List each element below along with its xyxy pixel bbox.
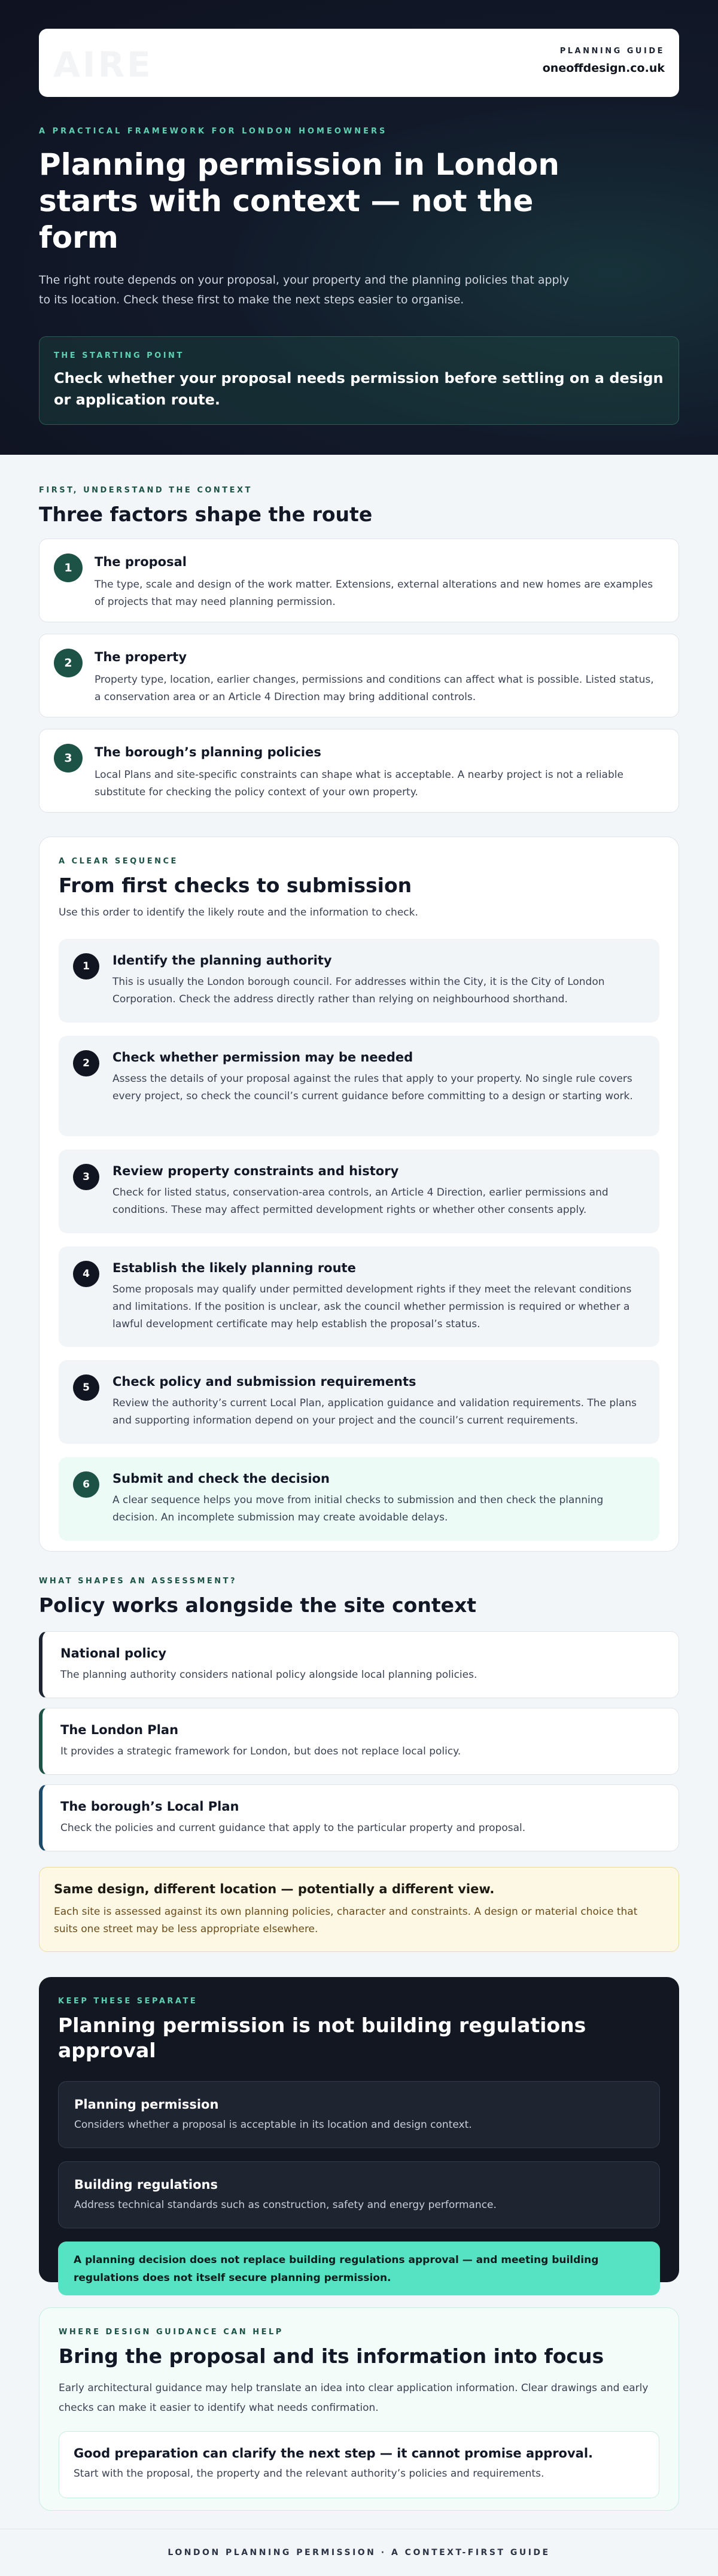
- factors-title: Three factors shape the route: [39, 503, 373, 526]
- step-number-badge: 4: [73, 1261, 99, 1287]
- step-text: Review the authority’s current Local Plan, application guidance and validation requirements. The plans and supporting information depend on your project and the council’s current requirements.: [112, 1397, 637, 1427]
- step-title: Identify the planning authority: [112, 953, 332, 968]
- guidance-note-title: Good preparation can clarify the next step — it cannot promise approval.: [74, 2446, 594, 2461]
- step-text: Check for listed status, conservation-area controls, an Article 4 Direction, earlier permissions and conditions. These may affect permitted development rights or whether other consents apply.: [112, 1187, 609, 1216]
- building-regs-panel: [39, 1977, 679, 2282]
- guidance-eyebrow: WHERE DESIGN GUIDANCE CAN HELP: [59, 2328, 284, 2337]
- step-text: Some proposals may qualify under permitted development rights if they meet the relevant conditions and limitations. If the position is unclear, ask the council whether permission is required or whether a lawful development certificate may help establish the proposal’s status.: [112, 1284, 632, 1330]
- step-3: [59, 1149, 659, 1233]
- step-number-badge: 3: [73, 1164, 99, 1190]
- step-text: This is usually the London borough council. For addresses within the City, it is the City of London Corporation. Check the address directly rather than relying on neighbourhood shorthand.: [112, 976, 605, 1005]
- step-title: Check whether permission may be needed: [112, 1050, 413, 1065]
- building-regulations-card: [58, 2161, 660, 2228]
- dark-card-text: Address technical standards such as construction, safety and energy performance.: [74, 2199, 497, 2211]
- starting-point-eyebrow: THE STARTING POINT: [54, 351, 184, 360]
- step-number-badge: 2: [73, 1050, 99, 1076]
- steps-panel: [39, 837, 679, 1552]
- step-4: [59, 1246, 659, 1347]
- policy-eyebrow: WHAT SHAPES AN ASSESSMENT?: [39, 1577, 238, 1586]
- dark-card-title: Building regulations: [74, 2177, 218, 2192]
- step-1: [59, 939, 659, 1023]
- callout-text: Each site is assessed against its own planning policies, character and constraints. A design or material choice that suits one street may be less appropriate elsewhere.: [54, 1906, 638, 1935]
- hero-eyebrow: A PRACTICAL FRAMEWORK FOR LONDON HOMEOWNERS: [39, 127, 388, 136]
- number-badge: 2: [54, 649, 83, 677]
- dark-card-title: Planning permission: [74, 2097, 219, 2112]
- step-text: A clear sequence helps you move from initial checks to submission and then check the planning decision. An incomplete submission may create avoidable delays.: [112, 1494, 604, 1523]
- step-2: [59, 1036, 659, 1136]
- policy-section: [39, 1577, 679, 1952]
- steps-eyebrow: A CLEAR SEQUENCE: [59, 857, 178, 866]
- hero: [0, 0, 718, 455]
- policy-card-text: Check the policies and current guidance that apply to the particular property and proposal.: [60, 1822, 526, 1834]
- factor-title: The proposal: [95, 555, 187, 569]
- brand-card: [39, 29, 679, 97]
- steps-lead: Use this order to identify the likely route and the information to check.: [59, 907, 418, 919]
- factor-title: The property: [95, 650, 187, 664]
- policy-card-title: National policy: [60, 1646, 167, 1660]
- design-guidance-panel: [39, 2307, 679, 2511]
- policy-card-title: The borough’s Local Plan: [60, 1799, 239, 1814]
- step-title: Review property constraints and history: [112, 1164, 399, 1178]
- number-badge: 3: [54, 744, 83, 773]
- page-title: Planning permission in London starts with context — not the form: [39, 147, 559, 255]
- factor-card-proposal: [39, 539, 679, 622]
- guidance-lead: Early architectural guidance may help translate an idea into clear application information. Clear drawings and early checks can make it easier to identify what needs confirmation.: [59, 2382, 649, 2414]
- location-callout: [39, 1867, 679, 1952]
- brand-kicker: PLANNING GUIDE: [559, 47, 665, 56]
- separate-callout: A planning decision does not replace building regulations approval — and meeting building regulations does not itself secure planning permission.: [58, 2242, 660, 2295]
- policy-card-local-plan: [39, 1784, 679, 1851]
- footer: [0, 2529, 718, 2576]
- step-6: [59, 1457, 659, 1541]
- main-content: [0, 455, 718, 2511]
- step-number-badge: 6: [73, 1471, 99, 1498]
- policy-title: Policy works alongside the site context: [39, 1593, 477, 1617]
- factors-list: [39, 539, 679, 813]
- factors-eyebrow: FIRST, UNDERSTAND THE CONTEXT: [39, 486, 252, 495]
- step-number-badge: 1: [73, 953, 99, 980]
- starting-point-text: Check whether your proposal needs permission before settling on a design or application route.: [54, 370, 664, 408]
- step-title: Establish the likely planning route: [112, 1261, 356, 1275]
- factor-card-property: [39, 634, 679, 717]
- factors-section: [39, 455, 679, 813]
- brand-logo[interactable]: AIRE: [53, 44, 153, 85]
- number-badge: 1: [54, 553, 83, 582]
- factor-card-policies: [39, 729, 679, 813]
- brand-domain-link[interactable]: oneoffdesign.co.uk: [542, 62, 665, 75]
- factor-text: Property type, location, earlier changes, permissions and conditions can affect what is possible. Listed status, a conservation area or an Article 4 Direction may bring additional controls.: [95, 674, 654, 703]
- steps-title: From first checks to submission: [59, 874, 412, 897]
- step-5: [59, 1360, 659, 1444]
- factor-title: The borough’s planning policies: [95, 745, 321, 759]
- policy-list: [39, 1631, 679, 1851]
- step-title: Submit and check the decision: [112, 1471, 330, 1486]
- starting-point-card: [39, 336, 679, 425]
- planning-permission-card: [58, 2081, 660, 2148]
- separate-eyebrow: KEEP THESE SEPARATE: [58, 1997, 198, 2006]
- step-title: Check policy and submission requirements: [112, 1374, 416, 1389]
- guidance-note-card: [59, 2431, 659, 2498]
- hero-lead: The right route depends on your proposal, your property and the planning policies that apply to its location. Check these first to make the next steps easier to organise.: [39, 273, 570, 306]
- guidance-note-text: Start with the proposal, the property and the relevant authority’s policies and requirements.: [74, 2468, 544, 2480]
- separate-title: Planning permission is not building regulations approval: [58, 2014, 586, 2062]
- policy-card-london-plan: [39, 1708, 679, 1775]
- factor-text: Local Plans and site-specific constraints can shape what is acceptable. A nearby project is not a reliable substitute for checking the policy context of your own property.: [95, 769, 623, 798]
- step-number-badge: 5: [73, 1374, 99, 1401]
- brand-info: [543, 47, 665, 75]
- policy-card-text: The planning authority considers national policy alongside local planning policies.: [60, 1669, 477, 1681]
- callout-title: Same design, different location — potentially a different view.: [54, 1882, 495, 1896]
- policy-card-text: It provides a strategic framework for London, but does not replace local policy.: [60, 1745, 461, 1757]
- policy-card-title: The London Plan: [60, 1723, 179, 1737]
- dark-card-text: Considers whether a proposal is acceptable in its location and design context.: [74, 2119, 472, 2131]
- factor-text: The type, scale and design of the work matter. Extensions, external alterations and new homes are examples of projects that may need planning permission.: [95, 579, 653, 608]
- footer-text: LONDON PLANNING PERMISSION · A CONTEXT-FIRST GUIDE: [168, 2548, 550, 2557]
- guidance-title: Bring the proposal and its information into focus: [59, 2344, 604, 2368]
- policy-card-national: [39, 1631, 679, 1698]
- step-text: Assess the details of your proposal against the rules that apply to your property. No single rule covers every project, so check the council’s current guidance before committing to a design or starting work.: [112, 1073, 633, 1102]
